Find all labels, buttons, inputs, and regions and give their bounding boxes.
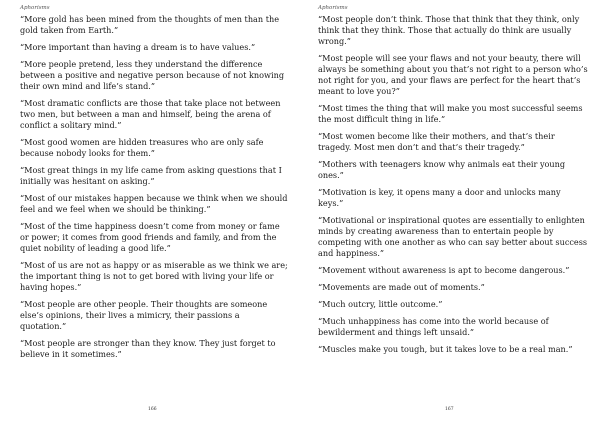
quote: “Much unhappiness has come into the world because of bewilderment and things left unsaid.” [318,316,549,337]
quote: “Muscles make you tough, but it takes love to be a real man.” [318,344,573,354]
quote: “Motivation is key, it opens many a door and unlocks many keys.” [318,187,561,208]
quote: “Movement without awareness is apt to become dangerous.” [318,265,570,275]
quote-list [20,14,288,366]
quote: “Most of the time happiness doesn’t come from money or fame or power; it comes from good friends and family, and from the quiet nobility of leading a good life.” [20,221,280,253]
quote: “More people pretend, less they understand the difference between a positive and negative person because of not knowing their own mind and life’s stand.” [20,59,285,91]
quote: “Mothers with teenagers know why animals eat their young ones.” [318,159,566,180]
quote: “Movements are made out of moments.” [318,282,485,292]
quote: “Most of our mistakes happen because we think when we should feel and we feel when we should be thinking.” [20,193,288,214]
quote: “Most great things in my life came from asking questions that I initially was hesitant on asking.” [20,165,282,186]
quote: “Most people are other people. Their thoughts are someone else’s opinions, their lives a mimicry, their passions a quotation.” [20,299,268,331]
quote: “Most people are stronger than they know. They just forget to believe in it sometimes.” [20,338,276,359]
quote: “Most times the thing that will make you most successful seems the most difficult thing in life.” [318,103,583,124]
right-page [300,0,600,424]
quote: “Most women become like their mothers, and that’s their tragedy. Most men don’t and that’s their tragedy.” [318,131,555,152]
running-header: Aphorisms [20,5,50,11]
quote: “Much outcry, little outcome.” [318,299,443,309]
quote: “Most people will see your flaws and not your beauty, there will always be something about you that’s not right to a person who’s not right for you, and your flaws are perfect for the heart that’s meant to love you?” [318,53,588,96]
page-number: 166 [148,407,157,412]
quote: “Most good women are hidden treasures who are only safe because nobody looks for them.” [20,137,264,158]
quote: “Most dramatic conflicts are those that take place not between two men, but between a man and himself, being the arena of conflict a solitary mind.” [20,98,281,130]
running-header: Aphorisms [318,5,348,11]
quote: “More important than having a dream is to have values.” [20,42,256,52]
quote-list [318,14,588,361]
quote: “Motivational or inspirational quotes are essentially to enlighten minds by creating awareness than to entertain people by competing with one another as who can say better about success and happiness.” [318,215,588,258]
page-number: 167 [445,407,454,412]
quote: “Most of us are not as happy or as miserable as we think we are; the important thing is not to get bored with living your life or having hopes.” [20,260,288,292]
quote: “Most people don’t think. Those that think that they think, only think that they think. Those that actually do think are usually wrong.” [318,14,580,46]
quote: “More gold has been mined from the thoughts of men than the gold taken from Earth.” [20,14,280,35]
